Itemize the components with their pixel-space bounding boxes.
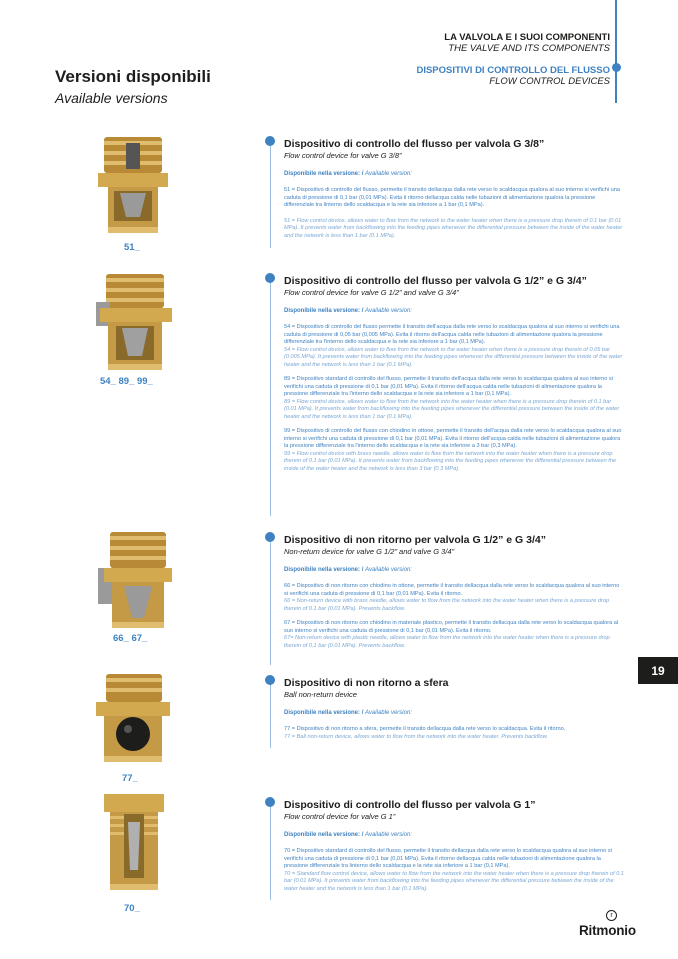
version-code-label: 70_ [124, 903, 140, 914]
timeline-line [270, 535, 271, 665]
timeline-dot [265, 675, 275, 685]
available-version-label: Disponibile nella versione: / Available version: [284, 567, 412, 573]
description-en: 99 = Flow control device with brass needle, allows water to flow from the network into the water heater when there is a pressure drop therein of 0.1 bar (0.01 MPa). It prevents water from backflowing into the feeding pipes whenever the differential pressure between the inside of the water heater and the network is less than 3 bar (0.3 MPa). [284, 450, 617, 472]
timeline-dot [265, 136, 275, 146]
valve-77-image [94, 672, 172, 764]
description-it: 89 = Dispositivo standard di controllo del flusso, permette il transito dell'acqua dalla rete verso lo scaldacqua qualora al suo interno si verifichi una caduta di pressione di 0,1 bar (0,01 MPa). Evita il ritorno dell'acqua calda nelle tubazioni di alimentazione qualora la pressione differenziale tra l'interno dello scaldacqua e la rete sia inferiore a 1 bar (0,1 MPa). [284, 376, 613, 397]
description-it: 51 = Dispositivo di controllo del flusso, permette il transito dellacqua dalla rete verso lo scaldacqua qualora al suo interno si verifichi una caduta di pressione di 0,1 bar (0,01 MPa). Evita il ritorno dellacqua calda nelle tubazioni di alimentazione qualora la pressione differenziale tra linterno dello scaldacqua e la rete sia inferiore a 1 bar (0,1 MPa). [284, 187, 620, 208]
valve-70-image [100, 792, 168, 892]
page-subtitle: Available versions [55, 90, 168, 106]
valve-51-image [96, 135, 170, 235]
section-title: Dispositivo di non ritorno a sfera [284, 677, 449, 689]
section-flow-control-g38 [284, 138, 624, 247]
header-section-title-en: THE VALVE AND ITS COMPONENTS [448, 43, 610, 54]
section-flow-control-g12-g34 [284, 275, 624, 480]
version-code-label: 77_ [122, 773, 138, 784]
description-it: 70 = Dispositivo standard di controllo del flusso, permette il transito dellacqua dalla rete verso lo scaldacqua qualora al suo interno si verifichi una caduta di pressione di 0,1 bar (0,01 MPa). Evita il ritorno dellacqua calda nelle tubazioni di alimentazione qualora la pressione differenziale tra linterno dello scaldacqua e la rete sia inferiore a 1 bar (0,1 MPa). [284, 848, 612, 869]
valve-54-89-99-image [92, 272, 174, 372]
description-it: 77 = Dispositivo di non ritorno a sfera, permette il transito dellacqua dalla rete verso lo scaldacqua. Evita il ritorno. [284, 726, 566, 732]
timeline-dot [265, 797, 275, 807]
section-non-return-g12-g34 [284, 534, 624, 657]
section-title: Dispositivo di controllo del flusso per valvola G 3/8” [284, 138, 545, 150]
section-subtitle: Non-return device for valve G 1/2” and valve G 3/4” [284, 547, 455, 556]
description-en: 66 = Non-return device with brass needle, allows water to flow from the network into the water heater when there is a pressure drop therein of 0.1 bar (0.01 MPa). Prevents backflow. [284, 598, 610, 612]
section-flow-control-g1 [284, 799, 624, 900]
description-en: 77 = Ball non-return device, allows water to flow from the network into the water heater. Prevents backflow. [284, 733, 548, 740]
section-title: Dispositivo di controllo del flusso per valvola G 1” [284, 799, 536, 811]
description-en: 89 = Flow control device, allows water to flow from the network into the water heater when there is a pressure drop therein of 0.1 bar (0.01 MPa). It prevents water from backflowing into the feeding pipes whenever the differential pressure between the inside of the water heater and the network is less than 1 bar (0.1 MPa). [284, 398, 620, 420]
available-version-label: Disponibile nella versione: / Available version: [284, 710, 412, 716]
section-subtitle: Flow control device for valve G 1” [284, 812, 396, 821]
header-subsection-title-en: FLOW CONTROL DEVICES [489, 76, 610, 87]
header-accent-line [615, 0, 617, 103]
description-it: 67 = Dispositivo di non ritorno con chiodino in materiale plastico, permette il transito dellacqua dalla rete verso lo scaldacqua qualora al suo interno si verifichi una caduta di pressione di 0,1 bar (0,01 MPa). Evita il ritorno. [284, 620, 619, 634]
description-it: 54 = Dispositivo di controllo del flusso permette il transito dell'acqua dalla rete verso lo scaldacqua qualora al suo interno si verifichi una caduta di pressione di 0,05 bar (0,005 MPa). Evita il ritorno dell'acqua calda nelle tubazioni di alimentazione qualora la pressione differenziale tra l'interno dello scaldacqua e la rete sia inferiore a 1 bar (0,1 MPa). [284, 324, 620, 345]
header-section-title: LA VALVOLA E I SUOI COMPONENTI [444, 32, 610, 43]
description-it: 99 = Dispositivo di controllo del flusso con chiodino in ottone, permette il transito dell'acqua dalla rete verso lo scaldacqua qualora al suo interno si verifichi una caduta di pressione di 0,1 bar (0,01 MPa). Evita il ritorno dell'acqua calda nelle tubazioni di alimentazione qualora la pressione differenziale tra l'interno dello scaldacqua e la rete sia inferiore a 3 bar (0,3 MPa). [284, 428, 622, 449]
timeline-line [270, 800, 271, 900]
timeline-dot [265, 532, 275, 542]
available-version-label: Disponibile nella versione: / Available version: [284, 832, 412, 838]
description-en: 67= Non-return device with plastic needle, allows water to flow from the network into the water heater when there is a pressure drop therein of 0.1 bar (0.01 MPa). Prevents backflow. [284, 635, 610, 649]
available-version-label: Disponibile nella versione: / Available version: [284, 308, 412, 314]
section-subtitle: Flow control device for valve G 3/8” [284, 151, 402, 160]
description-it: 66 = Dispositivo di non ritorno con chiodino in ottone, permette il transito dellacqua dalla rete verso lo scaldacqua qualora al suo interno si verifichi una caduta di pressione di 0,1 bar (0,01 MPa). Evita il ritorno. [284, 583, 620, 597]
description-en: 51 = Flow control device, allows water to flow from the network to the water heater when there is a pressure drop therein of 0.1 bar (0.01 MPa). It prevents water from backflowing into the feeding pipes whenever the differential pressure between the inside of the water heater and the network is less than 1 bar (0.1 MPa). [284, 217, 623, 239]
section-subtitle: Ball non-return device [284, 690, 357, 699]
section-ball-non-return [284, 677, 624, 748]
section-subtitle: Flow control device for valve G 1/2” and valve G 3/4” [284, 288, 459, 297]
section-title: Dispositivo di controllo del flusso per valvola G 1/2” e G 3/4” [284, 275, 587, 287]
timeline-line [270, 678, 271, 748]
timeline-line [270, 276, 271, 516]
available-version-label: Disponibile nella versione: / Available version: [284, 171, 412, 177]
version-code-label: 66_ 67_ [113, 633, 148, 644]
timeline-line [270, 139, 271, 248]
page-number: 19 [638, 657, 678, 684]
page-title: Versioni disponibili [55, 67, 211, 86]
brand-name: Ritmonio [579, 923, 636, 938]
description-en: 70 = Standard flow control device, allows water to flow from the network into the water heater when there is a pressure drop therein of 0.1 bar (0.01 MPa). It prevents water from backflowing into the feeding pipes whenever the differential pressure between the inside of the water heater and the network is less than 1 bar (0.1 MPa). [284, 870, 625, 892]
header-accent-dot [612, 63, 621, 72]
version-code-label: 54_ 89_ 99_ [100, 376, 153, 387]
section-title: Dispositivo di non ritorno per valvola G 1/2” e G 3/4” [284, 534, 546, 546]
timeline-dot [265, 273, 275, 283]
version-code-label: 51_ [124, 242, 140, 253]
header-subsection-title: DISPOSITIVI DI CONTROLLO DEL FLUSSO [416, 65, 610, 76]
valve-66-67-image [96, 530, 174, 630]
description-en: 54 = Flow control device, allows water to flow from the network to the water heater when there is a pressure drop therein of 0.05 bar (0.005 MPa). It prevents water from backflowing into the feeding pipes whenever the differential pressure between the inside of the water heater and the network is less than 1 bar (0.1 MPa). [284, 346, 623, 368]
brand-mark-icon: r [606, 910, 617, 921]
